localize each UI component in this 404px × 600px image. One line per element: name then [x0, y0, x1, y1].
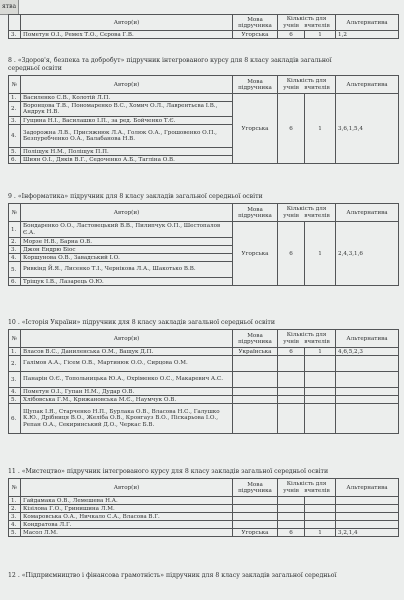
row-authors: Тріщук І.В., Лазарець О.Ю.	[21, 278, 233, 286]
row-students: 6	[278, 94, 305, 164]
row-students	[278, 372, 305, 388]
header-count	[278, 330, 336, 348]
section-10-title: 10 . «Історія України» підручник для 8 класу закладів загальної середньої освіти	[8, 319, 275, 326]
header-number: №	[9, 479, 21, 497]
header-alternative: Альтернатива	[336, 479, 399, 497]
row-number: 5.	[9, 529, 21, 537]
row-number: 6.	[9, 278, 21, 286]
row-number: 2.	[9, 238, 21, 246]
table-row	[9, 31, 399, 39]
row-language: Українська	[233, 348, 278, 356]
row-teachers	[305, 505, 336, 513]
row-language	[233, 396, 278, 404]
header-alternative: Альтернатива	[336, 15, 399, 31]
header-teachers: вчителів	[304, 84, 330, 91]
header-author: Автор(и)	[21, 76, 233, 94]
row-alternative	[336, 513, 399, 521]
header-teachers: вчителів	[304, 22, 330, 29]
section-8-title-line1: 8 . «Здоров'я, безпека та добробут» підручник інтегрованого курсу для 8 класу закладів загальної	[8, 57, 332, 64]
table-section-8	[8, 75, 399, 164]
row-alternative	[336, 497, 399, 505]
row-language	[233, 521, 278, 529]
header-count	[278, 479, 336, 497]
row-students	[278, 505, 305, 513]
row-language	[233, 388, 278, 396]
row-language	[233, 404, 278, 434]
row-students	[278, 396, 305, 404]
header-count	[278, 76, 336, 94]
header-students-teachers	[280, 23, 333, 30]
header-students: учнів	[283, 84, 299, 91]
row-language	[233, 372, 278, 388]
row-number: 4.	[9, 125, 21, 148]
header-number: №	[9, 330, 21, 348]
row-teachers: 1	[305, 31, 336, 39]
table-row	[9, 356, 399, 372]
row-authors: Кізілова Г.О., Гринишина Л.М.	[21, 505, 233, 513]
row-authors: Шиян О.І., Дяків В.Г., Седоченко А.Б., Тагліна О.В.	[21, 156, 233, 164]
header-students: учнів	[283, 487, 299, 494]
header-count-label: Кількість для	[286, 480, 327, 487]
row-teachers	[305, 404, 336, 434]
header-students-teachers	[280, 213, 333, 220]
row-alternative	[336, 356, 399, 372]
row-students	[278, 521, 305, 529]
header-count-label: Кількість для	[286, 331, 327, 338]
header-author: Автор(и)	[21, 15, 233, 31]
table-row	[9, 529, 399, 537]
table-row	[9, 222, 399, 238]
row-students: 6	[278, 348, 305, 356]
row-teachers	[305, 497, 336, 505]
header-count-label: Кількість для	[286, 77, 327, 84]
header-alternative: Альтернатива	[336, 204, 399, 222]
row-students: 6	[278, 529, 305, 537]
section-8-title-line2: середньої освіти	[8, 65, 62, 72]
row-authors: Пометун О.І., Гупан Н.М., Дудар О.В.	[21, 388, 233, 396]
row-number: 5.	[9, 148, 21, 156]
row-number: 2.	[9, 102, 21, 117]
row-number: 3.	[9, 246, 21, 254]
header-count	[278, 204, 336, 222]
row-authors: Хлібовська Г.М., Крижановська М.Є., Наумчук О.В.	[21, 396, 233, 404]
table-row	[9, 348, 399, 356]
row-teachers: 1	[305, 529, 336, 537]
row-alternative	[336, 372, 399, 388]
row-alternative: 1,2	[336, 31, 399, 39]
row-authors: Щупак І.Я., Старченко Н.П., Бурлака О.В., Власова Н.С., Галушко К.Ю., Дрібниця В.О., Желіба О.В., Кронгауз В.О., Піскарьова І.О., Репан О.А., Секиринський Д.О., Черкас Б.В.	[21, 404, 233, 434]
row-students	[278, 356, 305, 372]
header-language: Мова підручника	[233, 479, 278, 497]
row-alternative	[336, 396, 399, 404]
row-authors: Комаровська О.А., Ничкало С.А., Власова В.Г.	[21, 513, 233, 521]
row-language	[233, 356, 278, 372]
row-number: 6.	[9, 156, 21, 164]
row-students	[278, 497, 305, 505]
header-language: Мова підручника	[233, 76, 278, 94]
table-section-9	[8, 203, 399, 286]
table-row	[9, 497, 399, 505]
row-language: Угорська	[233, 529, 278, 537]
row-alternative	[336, 404, 399, 434]
row-authors: Поліщук Н.М., Поліщук П.П.	[21, 148, 233, 156]
header-number: №	[9, 76, 21, 94]
row-teachers: 1	[305, 222, 336, 286]
row-authors: Кондратова Л.Г.	[21, 521, 233, 529]
table-row	[9, 94, 399, 102]
header-language: Мова підручника	[233, 204, 278, 222]
header-students-teachers	[280, 85, 333, 92]
header-count-label: Кількість для	[286, 205, 327, 212]
row-alternative: 2,4,3,1,6	[336, 222, 399, 286]
row-alternative: 3,2,1,4	[336, 529, 399, 537]
row-authors: Василенко С.В., Колотій Л.П.	[21, 94, 233, 102]
row-language: Угорська	[233, 94, 278, 164]
row-language: Угорська	[233, 222, 278, 286]
row-number: 3.	[9, 513, 21, 521]
row-number: 1.	[9, 348, 21, 356]
row-teachers	[305, 356, 336, 372]
header-teachers: вчителів	[304, 487, 330, 494]
row-number: 4.	[9, 521, 21, 529]
table-section-7	[8, 14, 399, 39]
row-number: 3.	[9, 117, 21, 125]
row-language: Угорська	[233, 31, 278, 39]
header-teachers: вчителів	[304, 212, 330, 219]
row-authors: Воронцова Т.В., Пономаренко В.С., Хомич О.Л., Лаврентьєва І.В., Андрук Н.В.	[21, 102, 233, 117]
section-8-title	[8, 57, 332, 73]
row-students	[278, 404, 305, 434]
corner-tag: ятва	[0, 0, 19, 15]
row-number: 2.	[9, 505, 21, 513]
row-teachers	[305, 513, 336, 521]
row-language	[233, 505, 278, 513]
row-number: 5.	[9, 262, 21, 278]
row-number: 1.	[9, 497, 21, 505]
header-language: Мова підручника	[233, 15, 278, 31]
row-authors: Панарін О.Є., Топольницька Ю.А., Охріменко О.С., Макаревич А.С.	[21, 372, 233, 388]
header-author: Автор(и)	[21, 479, 233, 497]
row-teachers: 1	[305, 94, 336, 164]
table-row	[9, 372, 399, 388]
header-students: учнів	[283, 22, 299, 29]
row-language	[233, 513, 278, 521]
row-students: 6	[278, 222, 305, 286]
row-authors: Гайдамака О.В., Лемешева Н.А.	[21, 497, 233, 505]
row-number: 1.	[9, 94, 21, 102]
row-number: 5.	[9, 396, 21, 404]
row-number: 2.	[9, 356, 21, 372]
section-12-title: 12 . «Підприємництво і фінансова грамотність» підручник для 8 класу закладів загальної середньої	[8, 572, 337, 579]
header-author: Автор(и)	[21, 204, 233, 222]
header-alternative: Альтернатива	[336, 76, 399, 94]
row-teachers	[305, 388, 336, 396]
row-authors: Пометун О.І., Ремех Т.О., Сєрова Г.В.	[21, 31, 233, 39]
row-number: 4.	[9, 254, 21, 262]
row-number: 1.	[9, 222, 21, 238]
header-author: Автор(и)	[21, 330, 233, 348]
row-authors: Власов В.С., Даниленська О.М., Ващук Д.П.	[21, 348, 233, 356]
table-row	[9, 388, 399, 396]
row-students	[278, 513, 305, 521]
row-number: 3.	[9, 372, 21, 388]
table-row	[9, 505, 399, 513]
row-number: 6.	[9, 404, 21, 434]
row-alternative: 3,6,1,5,4	[336, 94, 399, 164]
section-11-title: 11 . «Мистецтво» підручник інтегрованого курсу для 8 класу закладів загальної середньої освіти	[8, 468, 329, 475]
row-authors: Коршунова О.В., Завадський І.О.	[21, 254, 233, 262]
row-students	[278, 388, 305, 396]
header-students: учнів	[283, 212, 299, 219]
row-teachers: 1	[305, 348, 336, 356]
header-students: учнів	[283, 338, 299, 345]
header-alternative: Альтернатива	[336, 330, 399, 348]
header-count	[278, 15, 336, 31]
header-students-teachers	[280, 488, 333, 495]
row-alternative	[336, 388, 399, 396]
row-students: 6	[278, 31, 305, 39]
row-authors: Морзе Н.В., Барна О.В.	[21, 238, 233, 246]
row-authors: Гущина Н.І., Василашко І.П., за ред. Бойченко Т.Є.	[21, 117, 233, 125]
section-9-title: 9 . «Інформатика» підручник для 8 класу закладів загальної середньої освіти	[8, 193, 263, 200]
row-authors: Масол Л.М.	[21, 529, 233, 537]
table-row	[9, 404, 399, 434]
table-section-11	[8, 478, 399, 537]
header-number	[9, 15, 21, 31]
row-number: 4.	[9, 388, 21, 396]
header-teachers: вчителів	[304, 338, 330, 345]
row-authors: Галімов А.А., Гісем О.В., Мартинюк О.О., Сирцова О.М.	[21, 356, 233, 372]
table-row	[9, 396, 399, 404]
row-number: 3.	[9, 31, 21, 39]
row-authors: Бондаренко О.О., Ластовецький В.В., Пилипчук О.П., Шестопалов Є.А.	[21, 222, 233, 238]
row-authors: Джон Ендрю Біос	[21, 246, 233, 254]
table-row	[9, 521, 399, 529]
row-alternative	[336, 521, 399, 529]
row-teachers	[305, 396, 336, 404]
header-language: Мова підручника	[233, 330, 278, 348]
row-authors: Задорожна Л.В., Присяжнюк Л.А., Голюк О.А., Грошовенко О.П., Безпуребченко О.А., Балабанова Н.В.	[21, 125, 233, 148]
header-count-label: Кількість для	[286, 15, 327, 22]
header-number: №	[9, 204, 21, 222]
row-alternative: 4,6,5,2,3	[336, 348, 399, 356]
row-teachers	[305, 521, 336, 529]
row-authors: Ривкінд Й.Я., Лисенко Т.І., Чернікова Л.А., Шакотько В.В.	[21, 262, 233, 278]
row-alternative	[336, 505, 399, 513]
row-language	[233, 497, 278, 505]
header-students-teachers	[280, 339, 333, 346]
row-teachers	[305, 372, 336, 388]
table-row	[9, 513, 399, 521]
table-section-10	[8, 329, 399, 434]
